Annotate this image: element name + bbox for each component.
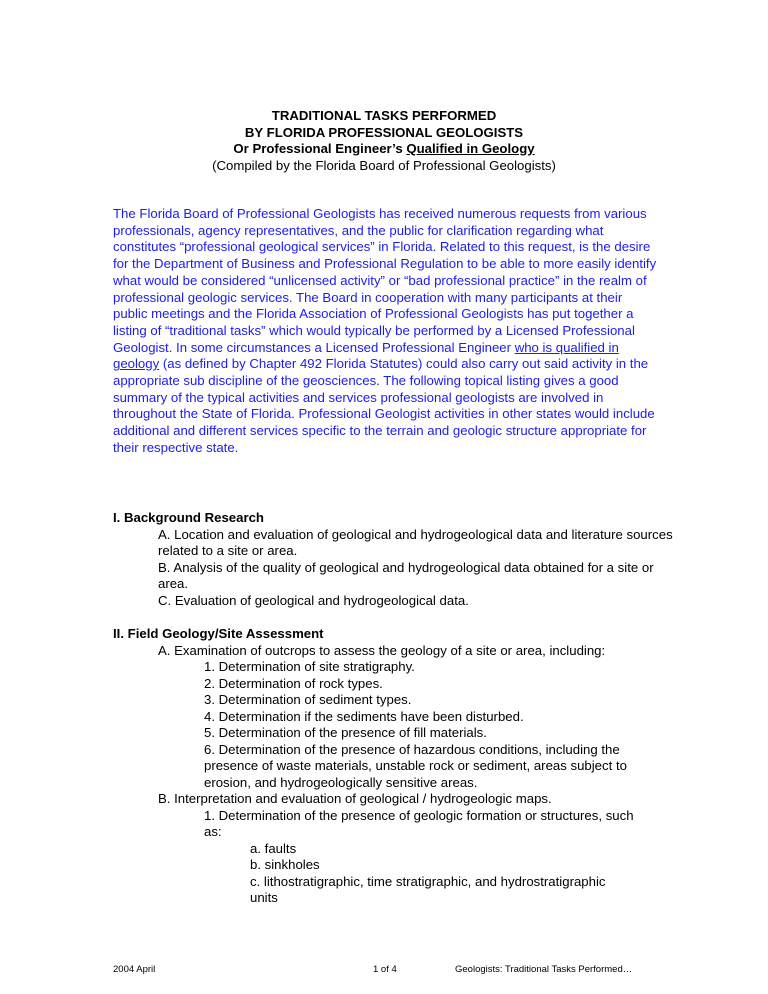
section-2-item-b: B. Interpretation and evaluation of geological / hydrogeologic maps.	[158, 791, 552, 806]
intro-part-2: (as defined by Chapter 492 Florida Statutes) could also carry out said activity in the appropriate sub discipline of the geosciences. The following topical listing gives a good summary of the typical activities and services professional geologists are involved in throughout the State of Florida. Professional Geologist activities in other states would include additional and different services specific to the terrain and geologic structure appropriate for their respective state.	[113, 356, 655, 455]
section-2-item-a-6: 6. Determination of the presence of hazardous conditions, including the presence of waste materials, unstable rock or sediment, areas subject to erosion, and hydrogeologically sensitive areas.	[204, 741, 627, 790]
title-line-3-underlined: Qualified in Geology	[406, 141, 535, 156]
title-line-3	[0, 141, 768, 158]
footer-page-number: 1 of 4	[373, 964, 397, 975]
title-line-1: TRADITIONAL TASKS PERFORMED	[271, 108, 497, 123]
section-2-item-b-1-b: b. sinkholes	[250, 857, 320, 872]
intro-underlined: who is qualified in geology	[113, 339, 619, 372]
title-line-4: (Compiled by the Florida Board of Professional Geologists)	[212, 157, 556, 173]
title-line-3-prefix: Or Professional Engineer’s	[233, 141, 407, 156]
section-2-item-a-4: 4. Determination if the sediments have been disturbed.	[204, 708, 524, 724]
section-2-heading: II. Field Geology/Site Assessment	[113, 626, 324, 641]
section-1-item-c: C. Evaluation of geological and hydrogeological data.	[158, 592, 469, 608]
section-2-item-a-5: 5. Determination of the presence of fill materials.	[204, 725, 487, 740]
section-1-heading: I. Background Research	[113, 510, 264, 525]
section-2-item-b-1-c: c. lithostratigraphic, time stratigraphic, and hydrostratigraphic units	[250, 873, 606, 905]
footer-doc-title: Geologists: Traditional Tasks Performed…	[455, 964, 633, 975]
section-field-geology	[113, 626, 673, 907]
section-2-item-a: A. Examination of outcrops to assess the geology of a site or area, including:	[158, 642, 606, 658]
intro-part-1: The Florida Board of Professional Geologists has received numerous requests from various professionals, agency representatives, and the public for clarification regarding what constitutes “professional geological services” in Florida. Related to this request, is the desire for the Department of Business and Professional Regulation to be able to more easily identify what would be considered “unlicensed activity” or “bad professional practice” in the realm of professional geologic services. The Board in cooperation with many participants at their public meetings and the Florida Association of Professional Geologists has put together a listing of “traditional tasks” which would typically be performed by a Licensed Professional Geologist. In some circumstances a Licensed Professional Engineer	[113, 206, 657, 355]
section-1-item-b: B. Analysis of the quality of geological and hydrogeological data obtained for a site or area.	[158, 559, 654, 591]
section-2-item-b-1: 1. Determination of the presence of geologic formation or structures, such as:	[204, 807, 634, 839]
section-2-item-a-3: 3. Determination of sediment types.	[204, 692, 412, 707]
intro-paragraph	[113, 206, 658, 457]
section-2-item-b-1-a: a. faults	[250, 840, 297, 856]
section-2-item-a-1: 1. Determination of site stratigraphy.	[204, 659, 415, 674]
footer-date: 2004 April	[113, 964, 156, 975]
title-line-2: BY FLORIDA PROFESSIONAL GEOLOGISTS	[244, 124, 524, 140]
section-1-item-a: A. Location and evaluation of geological and hydrogeological data and literature sources related to a site or area.	[158, 526, 673, 558]
document-title	[0, 108, 768, 174]
section-2-item-a-2: 2. Determination of rock types.	[204, 675, 383, 691]
section-background-research	[113, 510, 673, 609]
